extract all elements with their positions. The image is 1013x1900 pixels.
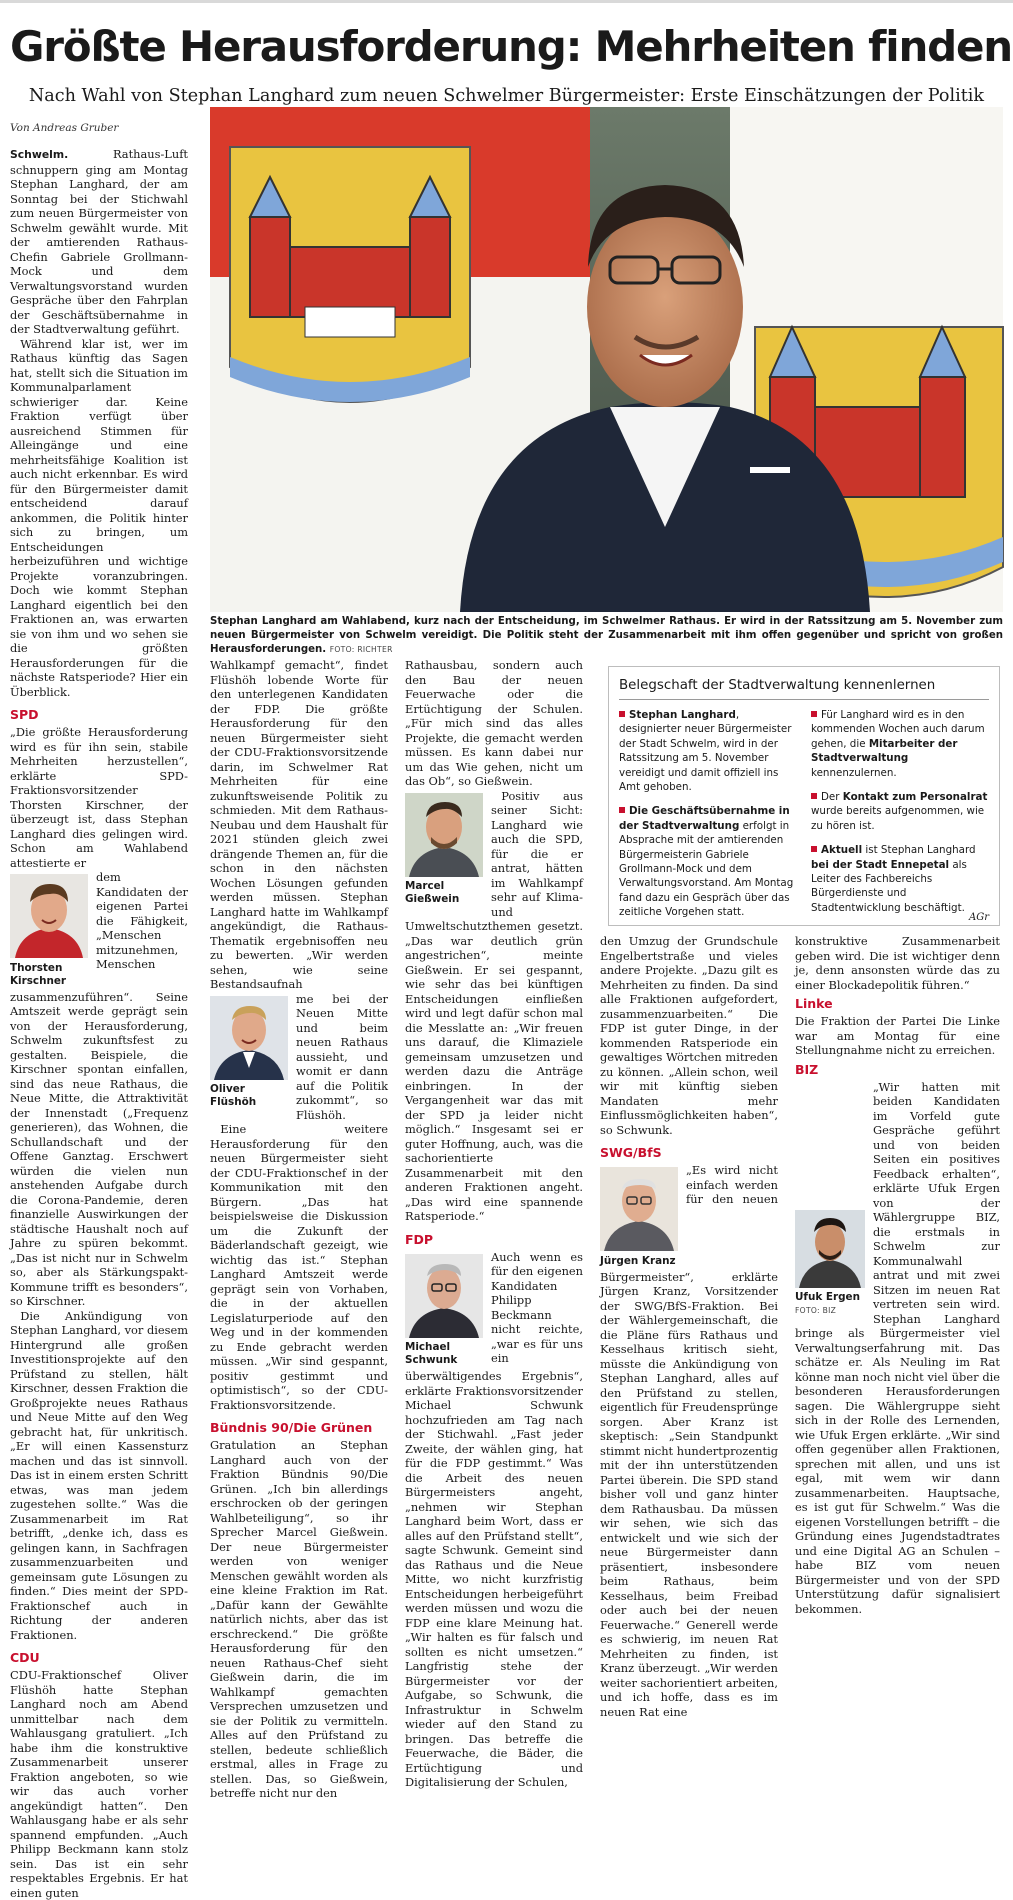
bullet-square-icon (811, 846, 817, 852)
gruene-paragraph-1: Gratulation an Stephan Langhard auch von der Fraktion Bündnis 90/Die Grünen. „Ich bin allerdings erschrocken ob der geringen Wahlbeteiligung“, so ihr Sprecher Marcel Gießwein. Der neue Bürgermeister werden von weniger Menschen gewählt worden als eine kleine Fraktion im Rat. „Dafür kann der Gewählte natürlich nichts, aber das ist erschreckend.“ Die größte Herausforderung für den neuen Rathaus-Chef sieht Gießwein darin, die im Wahlkampf gemachten Versprechen umzusetzen und sie der Politik zu vermitteln. Alles auf den Prüfstand zu stellen, bedeute schließlich erstmal, alles in Frage zu stellen. Das, so Gießwein, betreffe nicht nur den (210, 1438, 388, 1800)
portrait-kirschner-image (10, 874, 88, 958)
langhard-photo-illustration (210, 107, 1003, 612)
info-box-author: AGr (969, 912, 989, 924)
portrait-kranz-image (600, 1167, 678, 1251)
bullet-square-icon (811, 793, 817, 799)
cdu-paragraph-2b: me bei der Neuen Mitte und beim neuen Rathaus aussieht, und womit er dann auf die Politik zukommt“, so Flüshöh. (296, 991, 388, 1122)
portrait-giesswein-image (405, 793, 483, 877)
info-box-col-2 (811, 708, 989, 930)
info-item-5: Aktuell ist Stephan Langhard bei der Stadt Ennepetal als Leiter des Fachbereichs Bürgerdienste und Stadtentwicklung beschäftigt. (811, 844, 976, 914)
headline: Größte Herausforderung: Mehrheiten finden (10, 22, 1012, 71)
byline: Von Andreas Gruber (10, 122, 119, 134)
portrait-name-flueshoeh: Oliver Flüshöh (210, 1083, 257, 1108)
column-2 (210, 658, 388, 1801)
info-item-4: Der Kontakt zum Personalrat wurde bereits aufgenommen, wie zu hören ist. (811, 791, 988, 832)
gruene-paragraph-2b: Positiv aus seiner Sicht: Langhard wie auch die SPD, für die er antrat, hätten im Wahlkampf sehr auf Klima- und Umweltschutzthemen gesetzt. „Das war deutlich grün angestrichen“, meinte Gießwein. Er sei gespannt, wie sehr das bei künftigen Entscheidungen einfließen wird und legt dafür schon mal die Messlatte an: „Wir freuen uns darauf, die Klimaziele gemeinsam umzusetzen und werden dazu die Anträge einbringen. In der Vergangenheit war das mit der SPD ja leider nicht möglich.“ Insgesamt sei er guter Hoffnung, auch, was die sachorientierte Zusammenarbeit mit den anderen Fraktionen angeht. „Das wird eine spannende Ratsperiode.“ (405, 788, 583, 1223)
portrait-name-giesswein: Marcel Gießwein (405, 880, 460, 905)
photo-caption (210, 615, 1003, 657)
section-head-spd: SPD (10, 707, 39, 722)
portrait-ergen (795, 1210, 865, 1319)
photo-caption-text: Stephan Langhard am Wahlabend, kurz nach der Entscheidung, im Schwelmer Rathaus. Er wird in der Ratssitzung am 5. November zum neuen Bürgermeister von Schwelm vereidigt. Die Politik steht der Zusammenarbeit mit ihm offen gegenüber und spricht von großen Herausforderungen. (210, 616, 1003, 655)
swg-paragraph-1: Jürgen Kranz „Es wird nicht einfach werden für den neuen Bürgermeister“, erklärte Jürgen Kranz, Vorsitzender der SWG/BfS-Fraktion. Bei der Wählergemeinschaft, die die Pläne fürs Rathaus und Kesselhaus kritisch sieht, müsste die Ankündigung von Stephan Langhard, alles auf den Prüfstand zu stellen, eigentlich für Freudensprünge sorgen. Aber Kranz ist skeptisch: „Sein Standpunkt stimmt nicht hundertprozentig mit der ihn unterstützenden Partei überein. Die SPD stand bisher voll und ganz hinter dem Rathausbau. Da müssen wir sehen, wie sich das entwickelt und wie sich der neue Bürgermeister dann präsentiert, insbesondere beim Rathaus, beim Kesselhaus, beim Freibad oder auch bei der neuen Feuerwache.“ Generell werde es schwierig, im neuen Rat Mehrheiten zu finden, ist Kranz überzeugt. „Wir werden weiter sachorientiert arbeiten, und ich hoffe, dass es im neuen Rat eine (600, 1163, 779, 1719)
cdu-paragraph-2a: Wahlkampf gemacht“, findet Flüshöh lobende Worte für den unterlegenen Kandidaten der FDP. Die größte Herausforderung für den neuen Bürgermeister sieht der CDU-Fraktionsvorsitzende darin, im Schwelmer Rat Mehrheiten für eine zukunftsweisende Politik zu schmieden. Mit dem Rathaus-Neubau und dem Haushalt für 2021 stünden gleich zwei drängende Themen an, für die schon in den nächsten Wochen Lösungen gefunden werden müssen. Stephan Langhard hatte im Wahlkampf angekündigt, die Rathaus-Thematik ergebnisoffen neu zu bewerten. „Wir werden sehen, wie seine Bestandsaufnah (210, 658, 388, 991)
portrait-giesswein (405, 793, 483, 907)
portrait-schwunk (405, 1254, 483, 1368)
section-head-fdp: FDP (405, 1231, 434, 1247)
info-item-2: Die Geschäftsübernahme in der Stadtverwaltung erfolgt in Absprache mit der amtierenden Bürgermeisterin Gabriele Grollmann-Mock und dem Verwaltungsvorstand. Am Montag fand dazu ein Gespräch über das zeitliche Vorgehen statt. (619, 805, 794, 919)
column-3 (405, 658, 583, 1790)
lead-photo (210, 107, 1003, 612)
column-4 (600, 934, 778, 1719)
spd-paragraph-1b: dem Kandidaten der eigenen Partei die Fähigkeit, „Menschen mitzunehmen, Menschen zusammenzuführen“. Seine Amtszeit werde geprägt sein von der Herausforderung, Schwelm zukunftsfest zu gestalten. Beispiele, die Kirschner spontan einfallen, sind das neue Rathaus, die Neue Mitte, die Attraktivität der Innenstadt („Frequenz generieren), das Wohnen, die Schullandschaft und der Offene Ganztag. Erschwert würden die vielen nun anstehenden Aufgabe durch die Corona-Pandemie, deren finanzielle Auswirkungen der städtische Haushalt noch auf Jahre zu spüren bekommt. „Das ist nicht nur in Schwelm so, aber als Stärkungspakt-Kommune trifft es besonders“, so Kirschner. (10, 870, 188, 1308)
cdu-paragraph-3: Eine weitere Herausforderung für den neuen Bürgermeister sieht der CDU-Fraktionschef in der Kommunikation mit den Bürgern. „Das hat beispielsweise die Diskussion um die Zukunft der Bäderlandschaft gezeigt, wie wichtig das ist.“ Stephan Langhard Amtszeit werde geprägt sein von Vorhaben, die in der aktuellen Legislaturperiode auf den Weg und in der kommenden zu Ende gebracht werden müssen. „Wir sind gespannt, positiv gestimmt und optimistisch“, so der CDU-Fraktionsvorsitzende. (210, 1122, 388, 1412)
fdp-paragraph-2: den Umzug der Grundschule Engelbertstraße und vieles andere Projekte. „Dazu gilt es Mehrheiten zu finden. Da sind alle Fraktionen aufgefordert, zusammenzuarbeiten.“ Die FDP ist guter Dinge, in der kommenden Ratsperiode ein gewaltiges Wörtchen mitreden zu können. „Allein schon, weil wir mit künftig sieben Mandaten mehr Einflussmöglichkeiten haben“, so Schwunk. (600, 934, 778, 1137)
gruene-paragraph-2a: Rathausbau, sondern auch den Bau der neuen Feuerwache oder die Ertüchtigung der Schulen. „Für mich sind das alles Projekte, die gemacht werden müssen. Es kann dabei nur um das Wie gehen, nicht um das Ob“, so Gießwein. (405, 658, 583, 788)
info-item-3: Für Langhard wird es in den kommenden Wochen auch darum gehen, die Mitarbeiter der Stadtverwaltung kennenzulernen. (811, 709, 985, 779)
portrait-ergen-image (795, 1210, 865, 1288)
lead-paragraph-2: Während klar ist, wer im Rathaus künftig das Sagen hat, stellt sich die Situation im Kommunalparlament schwieriger dar. Keine Fraktion verfügt über ausreichend Stimmen für Alleingänge und eine mehrheitsfähige Koalition ist auch nicht erkennbar. Es wird für den Bürgermeister damit entscheidend darauf ankommen, die Politik hinter sich zu bringen, um Entscheidungen herbeizuführen und wichtige Projekte voranzubringen. Doch wie kommt Stephan Langhard eigentlich bei den Fraktionen an, was erwarten sie von ihm und wo sehen sie die größten Herausforderungen für die nächste Ratsperiode? Hier ein Überblick. (10, 336, 188, 699)
info-box-title: Belegschaft der Stadtverwaltung kennenlernen (619, 677, 989, 700)
section-head-linke: Linke (795, 996, 833, 1011)
info-item-1: Stephan Langhard, designierter neuer Bürgermeister der Stadt Schwelm, wird in der Ratssitzung am 5. November vereidigt und damit offiziell ins Amt gehoben. (619, 709, 792, 794)
column-1 (10, 147, 188, 1900)
portrait-kranz (600, 1167, 678, 1268)
top-rule (0, 0, 1013, 3)
lead-paragraph-1: Schwelm. Rathaus-Luft schnuppern ging am Montag Stephan Langhard, der am Sonntag bei der Stichwahl zum neuen Bürgermeister von Schwelm gewählt wurde. Mit der amtierenden Rathaus-Chefin Gabriele Grollmann-Mock und dem Verwaltungsvorstand wurden Gespräche über den Fahrplan der Geschäftsübernahme in der Stadtverwaltung geführt. (10, 147, 188, 336)
portrait-name-ergen: Ufuk Ergen (795, 1291, 860, 1303)
section-head-gruene: Bündnis 90/Die Grünen (210, 1420, 373, 1435)
portrait-credit-ergen: FOTO: BIZ (795, 1306, 837, 1315)
photo-credit: FOTO: RICHTER (329, 645, 393, 654)
portrait-flueshoeh-image (210, 996, 288, 1080)
biz-paragraph-1: Ufuk Ergen FOTO: BIZ „Wir hatten mit beiden Kandidaten im Vorfeld gute Gespräche geführt und von beiden Seiten ein positives Feedback erhalten“, erklärte Ufuk Ergen von der Wählergruppe BIZ, die erstmals in Schwelm zur Kommunalwahl antrat und mit zwei Sitzen im neuen Rat vertreten sein wird. Stephan Langhard bringe als Bürgermeister viel Verwaltungserfahrung mit. Das schätze er. Als Neuling im Rat könne man noch nicht viel über die besonderen Herausforderungen sagen. Die Wählergruppe sieht sich in der Rolle des Lernenden, wie Ufuk Ergen erklärte. „Wir sind offen gegenüber allen Fraktionen, sprechen mit allen, und uns ist egal, mit wem wir dann zusammenarbeiten. Hauptsache, es ist gut für Schwelm.“ Was die eigenen Vorstellungen betrifft – die Gründung eines Jugendstadtrates und eine Digital AG an Schulen – habe BIZ vom neuen Bürgermeister und von der SPD Unterstützung dafür signalisiert bekommen. (795, 1079, 1000, 1616)
subheadline: Nach Wahl von Stephan Langhard zum neuen Schwelmer Bürgermeister: Erste Einschätzungen der Politik (28, 86, 985, 106)
spd-paragraph-2: Die Ankündigung von Stephan Langhard, vor diesem Hintergrund alle großen Investitionsprojekte auf den Prüfstand zu stellen, hält Kirschner, dessen Fraktion die Großprojekte neues Rathaus und Neue Mitte auf den Weg gebracht hat, für unkritisch. „Er will einen Kassensturz machen und das ist sinnvoll. Das ist in einem ersten Schritt etwas, was man jedem zugestehen sollte.“ Was die Zusammenarbeit im Rat betrifft, „denke ich, dass es gelingen kann, in Sachfragen zusammenzuarbeiten und gemeinsam gute Lösungen zu finden.“ Dies meint der SPD-Fraktionschef auch in Richtung der anderen Fraktionen. (10, 1308, 189, 1642)
section-head-swg: SWG/BfS (600, 1145, 662, 1160)
info-box-col-1 (619, 708, 797, 930)
swg-paragraph-2: konstruktive Zusammenarbeit geben wird. Die ist wichtiger denn je, denn ansonsten würde das zu einer Blockadepolitik führen.“ (795, 934, 1000, 992)
portrait-kirschner (10, 874, 88, 988)
info-box (608, 666, 1000, 926)
bullet-square-icon (619, 711, 625, 717)
fdp-paragraph-1: Michael Schwunk Auch wenn es für den eigenen Kandidaten Philipp Beckmann nicht reichte, „war es für uns ein überwältigendes Ergebnis“, erklärte Fraktionsvorsitzender Michael Schwunk hochzufrieden am Tag nach der Stichwahl. „Fast jeder Zweite, der wählen ging, hat für die FDP gestimmt.“ Was die Arbeit des neuen Bürgermeisters angeht, „nehmen wir Stephan Langhard beim Wort, dass er alles auf den Prüfstand stellt“, sagte Schwunk. Gemeint sind das Rathaus und die Neue Mitte, wo nicht kurzfristig Entscheidungen herbeigeführt werden müssen und wozu die FDP eine klare Meinung hat. „Wir halten es für falsch und sollten es nicht umsetzen.“ Langfristig stehe der Bürgermeister vor der Aufgabe, so Schwunk, die Infrastruktur in Schwelm wieder auf den Stand zu bringen. Das betreffe die Feuerwache, die Bäder, die Ertüchtigung und Digitalisierung der Schulen, (405, 1249, 583, 1789)
portrait-name-schwunk: Michael Schwunk (405, 1341, 458, 1366)
section-head-cdu: CDU (10, 1650, 40, 1665)
bullet-square-icon (619, 807, 625, 813)
portrait-flueshoeh (210, 996, 288, 1110)
linke-paragraph-1: Die Fraktion der Partei Die Linke war am Montag für eine Stellungnahme nicht zu erreichen. (795, 1014, 1000, 1057)
section-head-biz: BIZ (795, 1061, 819, 1077)
portrait-schwunk-image (405, 1254, 483, 1338)
spd-paragraph-1a: „Die größte Herausforderung wird es für ihn sein, stabile Mehrheiten herzustellen“, erklärte SPD-Fraktionsvorsitzender Thorsten Kirschner, der überzeugt ist, dass Stephan Langhard dies gelingen wird. Schon am Wahlabend attestierte er (10, 725, 188, 870)
cdu-paragraph-1: CDU-Fraktionschef Oliver Flüshöh hatte Stephan Langhard noch am Abend unmittelbar nach dem Wahlausgang gratuliert. „Ich habe ihm die konstruktive Zusammenarbeit unserer Fraktion angeboten, so wie wir das auch vorher angekündigt hatten“. Den Wahlausgang habe er als sehr spannend empfunden. „Auch Philipp Beckmann kann stolz sein. Das ist ein sehr respektables Ergebnis. Er hat einen guten (10, 1668, 188, 1900)
portrait-name-kirschner: Thorsten Kirschner (10, 961, 67, 987)
column-5 (795, 934, 1000, 1616)
portrait-name-kranz: Jürgen Kranz (600, 1254, 676, 1267)
dateline: Schwelm. (10, 148, 69, 161)
bullet-square-icon (811, 711, 817, 717)
